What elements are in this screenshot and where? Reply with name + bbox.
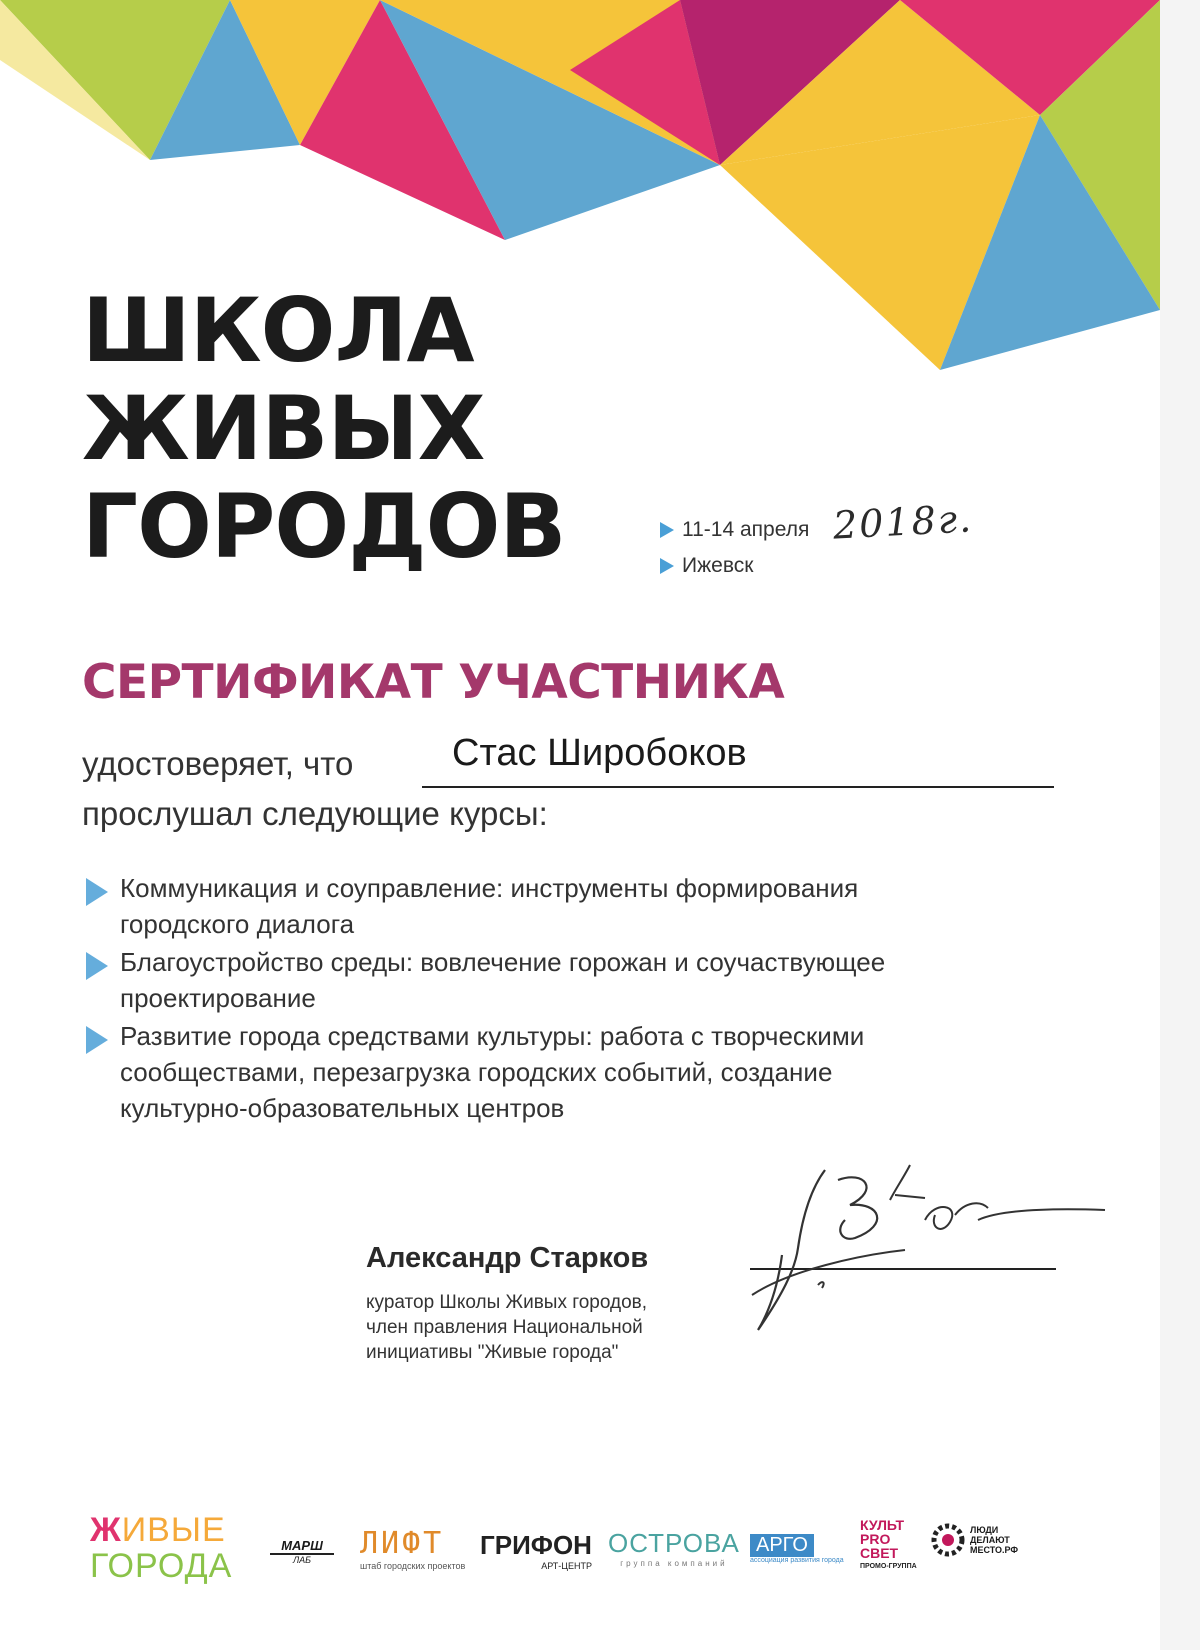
zhivye-goroda-logo xyxy=(90,1512,232,1584)
logo-text: штаб городских проектов xyxy=(360,1561,466,1571)
ostrova-logo xyxy=(608,1528,740,1568)
logo-text: СВЕТ xyxy=(860,1545,899,1561)
page-title xyxy=(82,279,566,578)
gear-emblem-icon xyxy=(930,1522,966,1558)
event-info xyxy=(660,496,975,584)
logo-text: PRO xyxy=(860,1531,891,1547)
course-line: городского диалога xyxy=(120,909,355,939)
lift-logo xyxy=(360,1526,465,1571)
partner-logos xyxy=(90,1500,1090,1590)
list-item xyxy=(86,1018,1086,1126)
logo-text: ОСТРОВА xyxy=(608,1528,740,1558)
event-dates-row xyxy=(660,496,975,548)
certificate-title: СЕРТИФИКАТ УЧАСТНИКА xyxy=(82,655,785,710)
event-city: Ижевск xyxy=(682,554,754,577)
logo-text: ассоциация развития города xyxy=(750,1557,844,1564)
logo-letter: Ж xyxy=(90,1511,122,1549)
logo-text: ИВЫЕ xyxy=(121,1511,226,1549)
logo-text: ЛИФТ xyxy=(360,1526,445,1561)
course-line: культурно-образовательных центров xyxy=(120,1093,565,1123)
role-line: инициативы "Живые города" xyxy=(366,1342,619,1363)
title-line-2: ЖИВЫХ xyxy=(82,377,485,480)
signatory-name: Александр Старков xyxy=(366,1242,649,1274)
logo-text: ЛЮДИ xyxy=(970,1525,999,1535)
triangle-bullet-icon xyxy=(660,558,674,574)
lyudi-delayut-mesto-logo xyxy=(930,1522,1018,1558)
event-year-handwritten: 2018г. xyxy=(832,496,975,548)
certifies-text: удостоверяет, что xyxy=(82,745,354,782)
triangle-bullet-icon xyxy=(86,1026,108,1054)
logo-text: АРГО xyxy=(750,1534,814,1557)
logo-text: ГОРОДА xyxy=(90,1547,233,1585)
course-list xyxy=(86,870,1086,1128)
logo-text: ЛАБ xyxy=(292,1555,312,1565)
logo-text: ПРОМО-ГРУППА xyxy=(860,1563,917,1570)
triangle-bullet-icon xyxy=(86,878,108,906)
participant-name-field xyxy=(422,732,1054,788)
role-line: член правления Национальной xyxy=(366,1317,643,1338)
title-line-3: ГОРОДОВ xyxy=(82,475,566,578)
kultprosvet-logo xyxy=(860,1518,917,1574)
argo-logo xyxy=(750,1534,844,1564)
logo-text: ГРИФОН xyxy=(480,1530,592,1560)
marsh-logo xyxy=(270,1538,334,1565)
course-line: Коммуникация и соуправление: инструменты формирования xyxy=(120,873,859,903)
course-line: проектирование xyxy=(120,983,316,1013)
logo-text: группа компаний xyxy=(620,1559,728,1568)
grifon-logo xyxy=(480,1530,592,1571)
scan-edge xyxy=(1160,0,1200,1650)
triangle-bullet-icon xyxy=(660,522,674,538)
course-line: Развитие города средствами культуры: работа с творческими xyxy=(120,1021,865,1051)
logo-text: МЕСТО.РФ xyxy=(970,1545,1019,1555)
logo-text: КУЛЬТ xyxy=(860,1517,905,1533)
list-item xyxy=(86,870,1086,942)
role-line: куратор Школы Живых городов, xyxy=(366,1292,648,1313)
course-line: Благоустройство среды: вовлечение горожан и соучаствующее xyxy=(120,947,886,977)
logo-text: МАРШ xyxy=(270,1538,334,1555)
event-city-row xyxy=(660,548,973,584)
logo-text: АРТ-ЦЕНТР xyxy=(541,1561,592,1571)
logo-text: ДЕЛАЮТ xyxy=(970,1535,1010,1545)
handwritten-signature xyxy=(730,1160,1110,1340)
course-line: сообществами, перезагрузка городских событий, создание xyxy=(120,1057,833,1087)
event-dates: 11-14 апреля xyxy=(682,518,810,541)
title-line-1: ШКОЛА xyxy=(82,279,474,382)
signatory-role xyxy=(366,1290,647,1365)
triangle-bullet-icon xyxy=(86,952,108,980)
list-item xyxy=(86,944,1086,1016)
participant-name: Стас Широбоков xyxy=(452,732,747,774)
listened-text: прослушал следующие курсы: xyxy=(82,795,548,832)
